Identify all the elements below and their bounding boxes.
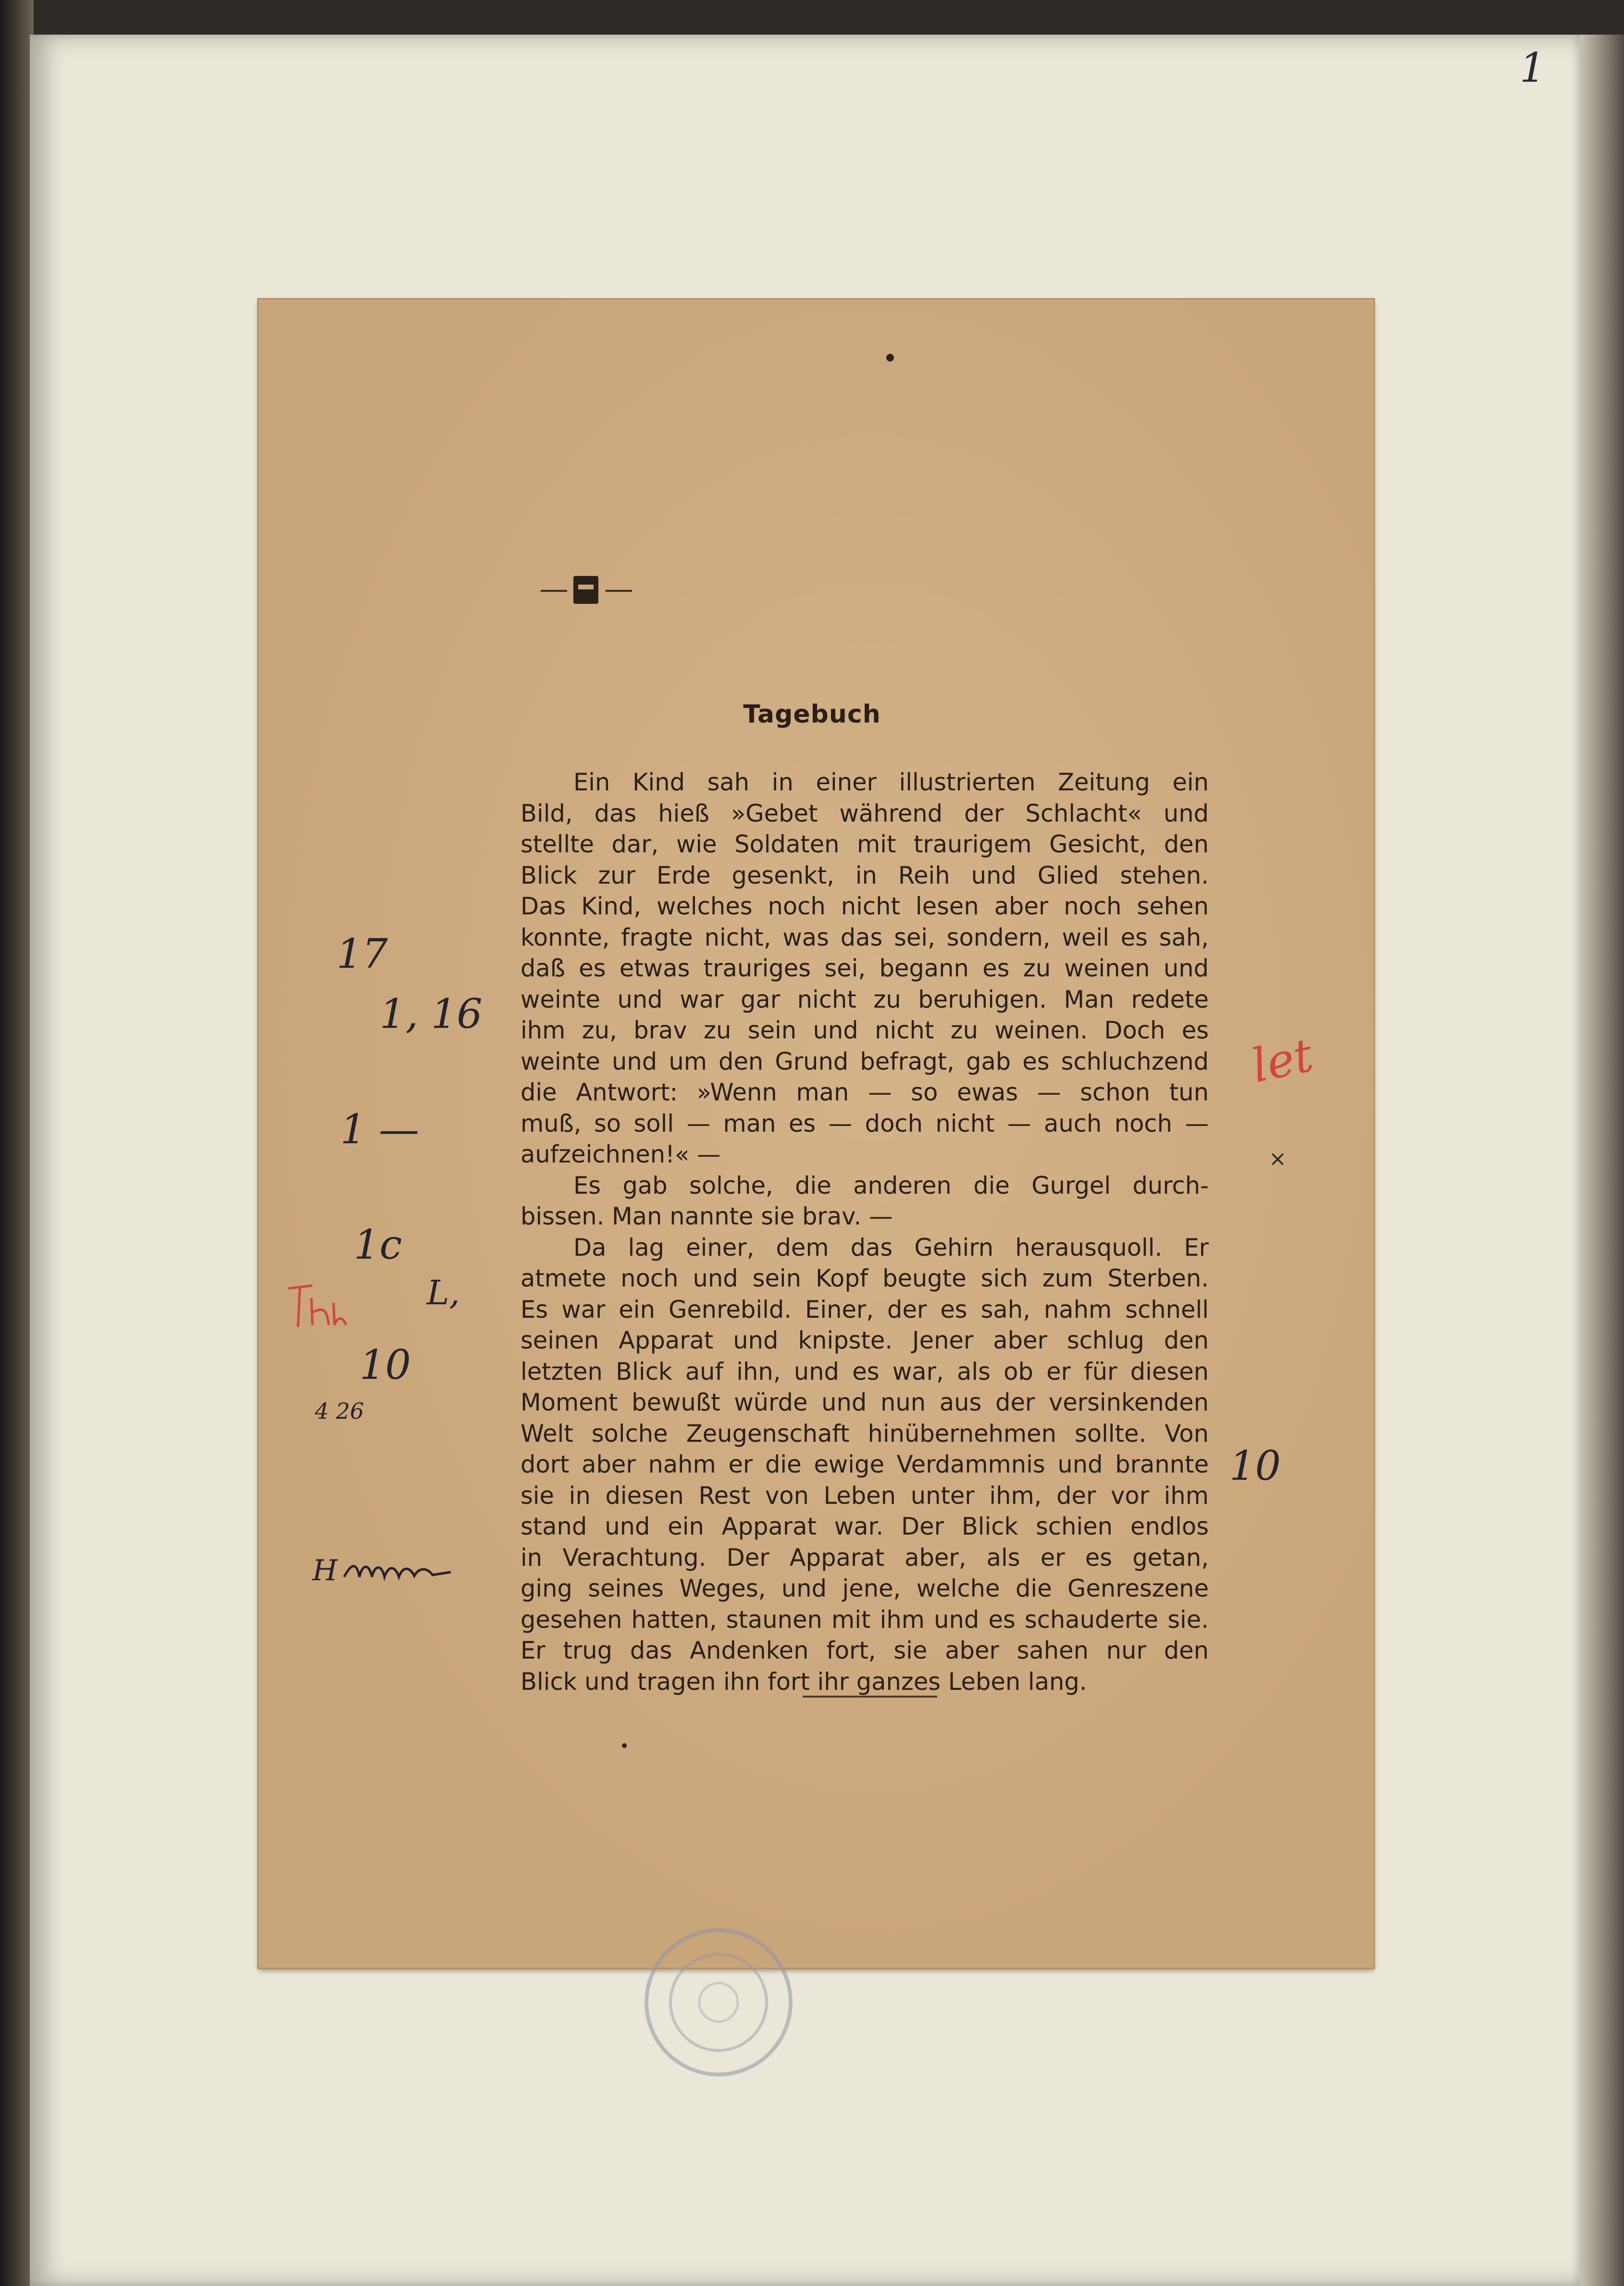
text-line: Da lag einer, dem das Gehirn herausquoll. Er bbox=[573, 1233, 1209, 1262]
text-line: letzten Blick auf ihn, und es war, als ob er für diesen bbox=[521, 1357, 1209, 1386]
margin-note: 10 bbox=[1229, 1442, 1281, 1489]
text-line: stellte dar, wie Soldaten mit traurigem Gesicht, den bbox=[521, 830, 1209, 858]
text-line: in Verachtung. Der Apparat aber, als er es getan, bbox=[521, 1543, 1209, 1572]
red-pencil-mark bbox=[284, 1279, 351, 1337]
board-edge bbox=[1580, 35, 1624, 2286]
red-margin-note: let bbox=[1247, 1028, 1318, 1093]
text-line: bissen. Man nannte sie brav. — bbox=[521, 1202, 893, 1230]
text-line: aufzeichnen!« — bbox=[521, 1140, 721, 1168]
text-line: Bild, das hieß »Gebet während der Schlacht« und bbox=[521, 799, 1209, 827]
body-text bbox=[521, 767, 1209, 1697]
text-line: seinen Apparat und knipste. Jener aber schlug den bbox=[521, 1326, 1209, 1354]
text-line: Welt solche Zeugenschaft hinübernehmen sollte. Von bbox=[521, 1419, 1209, 1448]
text-line: weinte und um den Grund befragt, gab es schluchzend bbox=[521, 1047, 1209, 1075]
text-line: Er trug das Andenken fort, sie aber sahen nur den bbox=[521, 1636, 1209, 1664]
margin-note: 1 — bbox=[340, 1106, 420, 1153]
text-line: Es gab solche, die anderen die Gurgel durch- bbox=[573, 1171, 1209, 1199]
margin-note: 1, 16 bbox=[380, 990, 483, 1037]
text-line: Ein Kind sah in einer illustrierten Zeitung ein bbox=[573, 768, 1209, 796]
signature-scribble bbox=[342, 1558, 453, 1586]
text-line: Das Kind, welches noch nicht lesen aber noch sehen bbox=[521, 892, 1209, 920]
margin-note: 1c bbox=[354, 1221, 402, 1268]
text-line: atmete noch und sein Kopf beugte sich zum Sterben. bbox=[521, 1264, 1209, 1292]
text-line: gesehen hatten, staunen mit ihm und es schauderte sie. bbox=[521, 1605, 1209, 1634]
text-line: ging seines Weges, und jene, welche die Genreszene bbox=[521, 1574, 1209, 1602]
margin-note: 4 26 bbox=[315, 1398, 364, 1424]
library-stamp bbox=[639, 1923, 798, 2082]
page-title: Tagebuch bbox=[743, 700, 881, 729]
text-line: daß es etwas trauriges sei, begann es zu weinen und bbox=[521, 954, 1209, 982]
text-line: Blick zur Erde gesenkt, in Reih und Glied stehen. bbox=[521, 861, 1209, 889]
margin-note: 17 bbox=[336, 930, 388, 977]
text-line: Es war ein Genrebild. Einer, der es sah, nahm schnell bbox=[521, 1295, 1209, 1324]
text-line: weinte und war gar nicht zu beruhigen. Man redete bbox=[521, 985, 1209, 1013]
paper-speck bbox=[886, 354, 894, 362]
text-line: stand und ein Apparat war. Der Blick schien endlos bbox=[521, 1512, 1209, 1540]
margin-note: L, bbox=[427, 1273, 460, 1312]
paper-speck bbox=[622, 1743, 627, 1748]
text-line: muß, so soll — man es — doch nicht — auch noch — bbox=[521, 1109, 1209, 1137]
ornament-vignette bbox=[541, 573, 632, 607]
margin-cross-mark: × bbox=[1269, 1147, 1287, 1171]
margin-note: H bbox=[312, 1554, 338, 1587]
binding-edge bbox=[0, 0, 34, 2286]
text-line: die Antwort: »Wenn man — so ewas — schon tun bbox=[521, 1078, 1209, 1106]
margin-note: 10 bbox=[360, 1341, 411, 1388]
text-line: Moment bewußt würde und nun aus der versinkenden bbox=[521, 1388, 1209, 1416]
text-line: Blick und tragen ihn fort ihr ganzes Leben lang. bbox=[521, 1667, 1087, 1696]
end-rule bbox=[803, 1696, 937, 1698]
text-line: sie in diesen Rest von Leben unter ihm, der vor ihm bbox=[521, 1481, 1209, 1510]
text-line: konnte, fragte nicht, was das sei, sondern, weil es sah, bbox=[521, 923, 1209, 951]
folio-number: 1 bbox=[1520, 44, 1546, 91]
text-line: ihm zu, brav zu sein und nicht zu weinen. Doch es bbox=[521, 1016, 1209, 1044]
text-line: dort aber nahm er die ewige Verdammnis und brannte bbox=[521, 1450, 1209, 1478]
